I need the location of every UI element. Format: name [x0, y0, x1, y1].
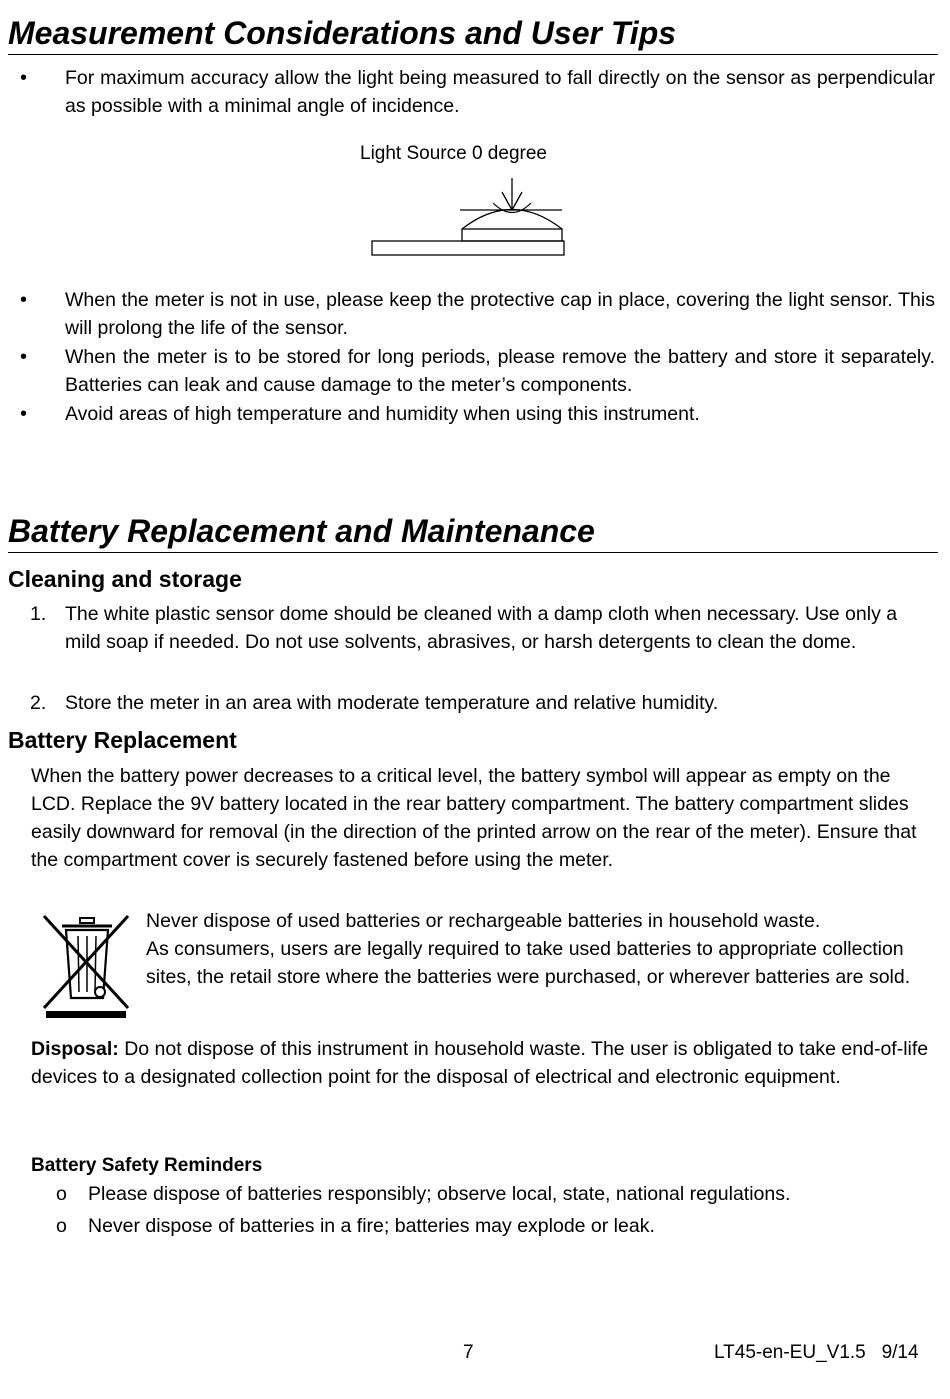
cleaning-item-2: Store the meter in an area with moderate temperature and relative humidity.	[65, 692, 719, 714]
bullet-marker: •	[20, 289, 28, 311]
safety-item-1: Please dispose of batteries responsibly; observe local, state, national regulations.	[88, 1183, 791, 1205]
bullet-marker: •	[20, 67, 28, 89]
disposal-paragraph	[31, 1035, 936, 1091]
tip-item-3: When the meter is to be stored for long periods, please remove the battery and store it separately. Batteries can leak and cause damage to the meter’s components.	[65, 346, 935, 396]
light-source-figure	[350, 140, 590, 265]
heading-battery-replacement: Battery Replacement	[8, 727, 237, 753]
list-number: 1.	[30, 603, 47, 625]
sensor-dome-diagram	[350, 140, 590, 265]
disposal-text: Do not dispose of this instrument in household waste. The user is obligated to take end-of-life devices to a designated collection point for the disposal of electrical and electronic equipment.	[31, 1038, 929, 1088]
cleaning-item-1: The white plastic sensor dome should be cleaned with a damp cloth when necessary. Use only a mild soap if needed. Do not use solvents, abrasives, or harsh detergents to clean the dome.	[65, 603, 898, 653]
tip-item-4: Avoid areas of high temperature and humidity when using this instrument.	[65, 403, 700, 425]
list-number: 2.	[30, 692, 47, 714]
page-number: 7	[463, 1342, 474, 1363]
heading-battery-safety: Battery Safety Reminders	[31, 1155, 263, 1176]
weee-notice-line-1: Never dispose of used batteries or rechargeable batteries in household waste.	[146, 910, 821, 932]
bullet-marker: •	[20, 403, 28, 425]
list-marker: o	[56, 1215, 67, 1237]
disposal-label: Disposal:	[31, 1038, 119, 1060]
section-title-battery-maintenance: Battery Replacement and Maintenance	[8, 512, 938, 553]
battery-replacement-body: When the battery power decreases to a critical level, the battery symbol will appear as empty on the LCD. Replace the 9V battery located in the rear battery compartment. The battery compartment slides easily downward for removal (in the direction of the printed arrow on the rear of the meter). Ensure that the compartment cover is securely fastened before using the meter.	[31, 765, 917, 871]
bullet-marker: •	[20, 346, 28, 368]
list-marker: o	[56, 1183, 67, 1205]
figure-label: Light Source 0 degree	[360, 143, 547, 164]
tip-item-2: When the meter is not in use, please keep the protective cap in place, covering the light sensor. This will prolong the life of the sensor.	[65, 289, 935, 339]
heading-cleaning-storage: Cleaning and storage	[8, 566, 242, 592]
tip-item-1: For maximum accuracy allow the light being measured to fall directly on the sensor as perpendicular as possible with a minimal angle of incidence.	[65, 67, 935, 117]
weee-notice-line-2: As consumers, users are legally required to take used batteries to appropriate collection sites, the retail store where the batteries were purchased, or wherever batteries are sold.	[146, 938, 911, 988]
document-id: LT45-en-EU_V1.5 9/14	[714, 1342, 919, 1363]
safety-item-2: Never dispose of batteries in a fire; batteries may explode or leak.	[88, 1215, 655, 1237]
weee-bin-icon	[40, 912, 132, 1020]
section-title-measurement: Measurement Considerations and User Tips	[8, 14, 938, 55]
